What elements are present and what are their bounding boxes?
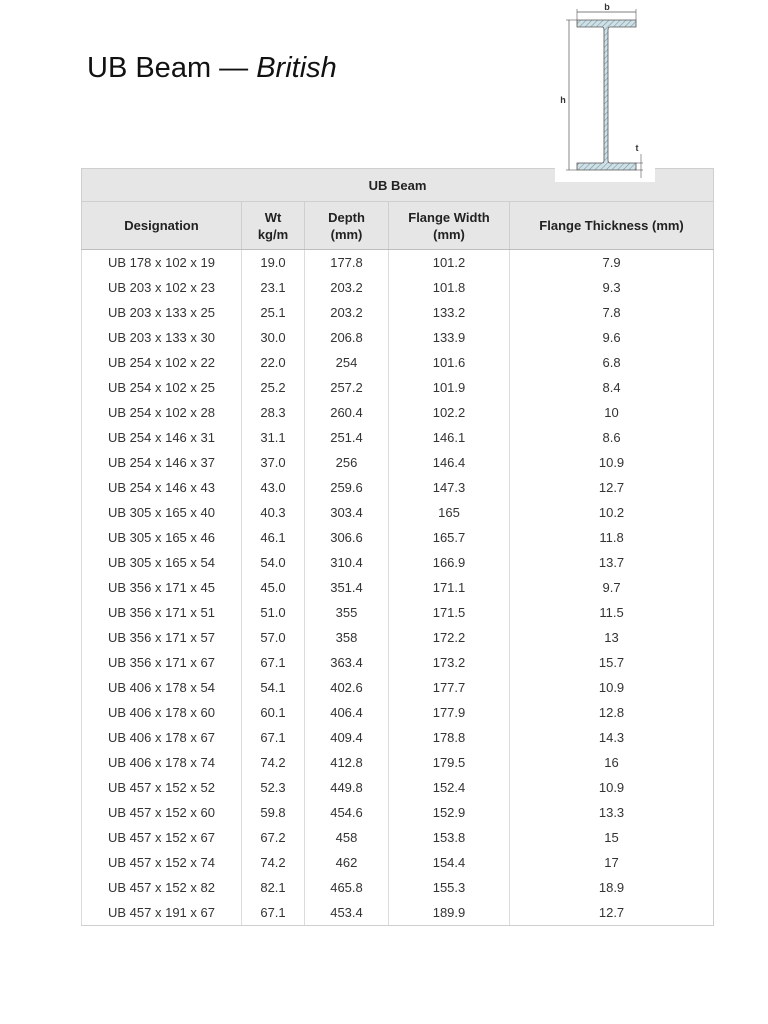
weight-cell: 59.8: [242, 800, 305, 825]
header-depth: [305, 202, 389, 250]
weight-cell: 67.1: [242, 900, 305, 926]
depth-cell: 256: [305, 450, 389, 475]
flange-thickness-cell: 10: [510, 400, 714, 425]
depth-cell: 406.4: [305, 700, 389, 725]
flange-thickness-cell: 11.5: [510, 600, 714, 625]
depth-cell: 203.2: [305, 275, 389, 300]
header-line: Flange Thickness (mm): [539, 218, 684, 233]
flange-width-cell: 179.5: [389, 750, 510, 775]
dimension-b-label: b: [604, 2, 610, 12]
depth-cell: 306.6: [305, 525, 389, 550]
table-row: [82, 575, 714, 600]
designation-cell: UB 305 x 165 x 40: [82, 500, 242, 525]
table-row: [82, 600, 714, 625]
depth-cell: 363.4: [305, 650, 389, 675]
designation-cell: UB 254 x 146 x 37: [82, 450, 242, 475]
header-flange-width: [389, 202, 510, 250]
weight-cell: 52.3: [242, 775, 305, 800]
flange-thickness-cell: 7.8: [510, 300, 714, 325]
flange-thickness-cell: 12.8: [510, 700, 714, 725]
weight-cell: 23.1: [242, 275, 305, 300]
flange-thickness-cell: 12.7: [510, 900, 714, 926]
depth-cell: 454.6: [305, 800, 389, 825]
table-row: [82, 850, 714, 875]
weight-cell: 31.1: [242, 425, 305, 450]
flange-thickness-cell: 10.2: [510, 500, 714, 525]
flange-width-cell: 177.7: [389, 675, 510, 700]
flange-width-cell: 101.6: [389, 350, 510, 375]
weight-cell: 54.1: [242, 675, 305, 700]
flange-width-cell: 133.2: [389, 300, 510, 325]
flange-thickness-cell: 15.7: [510, 650, 714, 675]
table-row: [82, 450, 714, 475]
weight-cell: 25.2: [242, 375, 305, 400]
designation-cell: UB 406 x 178 x 74: [82, 750, 242, 775]
table-row: [82, 550, 714, 575]
flange-thickness-cell: 9.7: [510, 575, 714, 600]
flange-width-cell: 173.2: [389, 650, 510, 675]
designation-cell: UB 457 x 152 x 60: [82, 800, 242, 825]
flange-thickness-cell: 8.4: [510, 375, 714, 400]
weight-cell: 67.2: [242, 825, 305, 850]
page-title-italic: British: [256, 52, 337, 84]
flange-thickness-cell: 16: [510, 750, 714, 775]
weight-cell: 54.0: [242, 550, 305, 575]
table-row: [82, 750, 714, 775]
weight-cell: 45.0: [242, 575, 305, 600]
weight-cell: 74.2: [242, 850, 305, 875]
table-row: [82, 825, 714, 850]
designation-cell: UB 254 x 146 x 31: [82, 425, 242, 450]
designation-cell: UB 254 x 102 x 28: [82, 400, 242, 425]
table-body: [82, 250, 714, 926]
weight-cell: 43.0: [242, 475, 305, 500]
designation-cell: UB 254 x 102 x 22: [82, 350, 242, 375]
header-flange-thickness: [510, 202, 714, 250]
table-row: [82, 425, 714, 450]
header-line: Wt: [264, 209, 282, 225]
flange-width-cell: 101.2: [389, 250, 510, 276]
flange-thickness-cell: 9.3: [510, 275, 714, 300]
page-title-main: UB Beam —: [87, 52, 257, 84]
flange-thickness-cell: 15: [510, 825, 714, 850]
weight-cell: 60.1: [242, 700, 305, 725]
weight-cell: 37.0: [242, 450, 305, 475]
flange-width-cell: 152.4: [389, 775, 510, 800]
flange-width-cell: 189.9: [389, 900, 510, 926]
weight-cell: 67.1: [242, 725, 305, 750]
flange-thickness-cell: 13: [510, 625, 714, 650]
designation-cell: UB 356 x 171 x 67: [82, 650, 242, 675]
flange-thickness-cell: 6.8: [510, 350, 714, 375]
weight-cell: 74.2: [242, 750, 305, 775]
header-line: Designation: [124, 218, 199, 233]
designation-cell: UB 457 x 152 x 82: [82, 875, 242, 900]
flange-width-cell: 172.2: [389, 625, 510, 650]
depth-cell: 453.4: [305, 900, 389, 926]
designation-cell: UB 305 x 165 x 54: [82, 550, 242, 575]
designation-cell: UB 406 x 178 x 54: [82, 675, 242, 700]
weight-cell: 28.3: [242, 400, 305, 425]
weight-cell: 22.0: [242, 350, 305, 375]
flange-thickness-cell: 10.9: [510, 675, 714, 700]
designation-cell: UB 203 x 133 x 30: [82, 325, 242, 350]
table-row: [82, 625, 714, 650]
flange-width-cell: 165.7: [389, 525, 510, 550]
table-row: [82, 325, 714, 350]
depth-cell: 203.2: [305, 300, 389, 325]
weight-cell: 57.0: [242, 625, 305, 650]
flange-width-cell: 101.9: [389, 375, 510, 400]
table-row: [82, 350, 714, 375]
i-beam-diagram: [555, 0, 655, 182]
flange-width-cell: 146.1: [389, 425, 510, 450]
flange-width-cell: 153.8: [389, 825, 510, 850]
depth-cell: 358: [305, 625, 389, 650]
flange-width-cell: 154.4: [389, 850, 510, 875]
flange-thickness-cell: 13.3: [510, 800, 714, 825]
table-row: [82, 700, 714, 725]
weight-cell: 82.1: [242, 875, 305, 900]
depth-cell: 206.8: [305, 325, 389, 350]
depth-cell: 462: [305, 850, 389, 875]
flange-thickness-cell: 10.9: [510, 775, 714, 800]
depth-cell: 409.4: [305, 725, 389, 750]
flange-width-cell: 146.4: [389, 450, 510, 475]
depth-cell: 260.4: [305, 400, 389, 425]
header-line: (mm): [330, 226, 363, 242]
designation-cell: UB 203 x 102 x 23: [82, 275, 242, 300]
table-row: [82, 250, 714, 276]
table-row: [82, 675, 714, 700]
weight-cell: 67.1: [242, 650, 305, 675]
table-row: [82, 725, 714, 750]
flange-width-cell: 102.2: [389, 400, 510, 425]
weight-cell: 40.3: [242, 500, 305, 525]
designation-cell: UB 356 x 171 x 57: [82, 625, 242, 650]
weight-cell: 25.1: [242, 300, 305, 325]
depth-cell: 303.4: [305, 500, 389, 525]
flange-thickness-cell: 18.9: [510, 875, 714, 900]
designation-cell: UB 254 x 102 x 25: [82, 375, 242, 400]
weight-cell: 30.0: [242, 325, 305, 350]
flange-thickness-cell: 10.9: [510, 450, 714, 475]
flange-width-cell: 178.8: [389, 725, 510, 750]
designation-cell: UB 254 x 146 x 43: [82, 475, 242, 500]
designation-cell: UB 406 x 178 x 60: [82, 700, 242, 725]
flange-width-cell: 152.9: [389, 800, 510, 825]
designation-cell: UB 457 x 152 x 67: [82, 825, 242, 850]
flange-width-cell: 166.9: [389, 550, 510, 575]
header-line: Flange Width: [408, 209, 490, 225]
flange-width-cell: 133.9: [389, 325, 510, 350]
flange-width-cell: 177.9: [389, 700, 510, 725]
table-row: [82, 650, 714, 675]
header-line: (mm): [433, 226, 465, 242]
weight-cell: 51.0: [242, 600, 305, 625]
weight-cell: 19.0: [242, 250, 305, 276]
depth-cell: 355: [305, 600, 389, 625]
table-row: [82, 525, 714, 550]
header-line: Depth: [328, 209, 365, 225]
table-row: [82, 900, 714, 926]
flange-width-cell: 155.3: [389, 875, 510, 900]
table-row: [82, 775, 714, 800]
i-beam-section: [577, 20, 636, 170]
depth-cell: 351.4: [305, 575, 389, 600]
flange-thickness-cell: 9.6: [510, 325, 714, 350]
header-line: kg/m: [257, 226, 289, 242]
flange-width-cell: 171.1: [389, 575, 510, 600]
group-header: UB Beam: [82, 169, 714, 202]
table-row: [82, 400, 714, 425]
designation-cell: UB 457 x 152 x 74: [82, 850, 242, 875]
table-row: [82, 375, 714, 400]
depth-cell: 259.6: [305, 475, 389, 500]
table-row: [82, 475, 714, 500]
dimension-h-label: h: [560, 95, 566, 105]
depth-cell: 254: [305, 350, 389, 375]
page-title: [87, 52, 337, 85]
depth-cell: 465.8: [305, 875, 389, 900]
flange-width-cell: 165: [389, 500, 510, 525]
flange-thickness-cell: 17: [510, 850, 714, 875]
designation-cell: UB 178 x 102 x 19: [82, 250, 242, 276]
designation-cell: UB 203 x 133 x 25: [82, 300, 242, 325]
depth-cell: 177.8: [305, 250, 389, 276]
table-row: [82, 275, 714, 300]
depth-cell: 449.8: [305, 775, 389, 800]
dimension-t-label: t: [635, 143, 639, 153]
designation-cell: UB 305 x 165 x 46: [82, 525, 242, 550]
table-row: [82, 800, 714, 825]
flange-width-cell: 147.3: [389, 475, 510, 500]
header-designation: [82, 202, 242, 250]
depth-cell: 251.4: [305, 425, 389, 450]
designation-cell: UB 356 x 171 x 51: [82, 600, 242, 625]
weight-cell: 46.1: [242, 525, 305, 550]
designation-cell: UB 457 x 191 x 67: [82, 900, 242, 926]
depth-cell: 257.2: [305, 375, 389, 400]
flange-thickness-cell: 14.3: [510, 725, 714, 750]
flange-width-cell: 171.5: [389, 600, 510, 625]
flange-thickness-cell: 8.6: [510, 425, 714, 450]
depth-cell: 402.6: [305, 675, 389, 700]
depth-cell: 310.4: [305, 550, 389, 575]
flange-thickness-cell: 11.8: [510, 525, 714, 550]
table-row: [82, 500, 714, 525]
column-header-row: [82, 202, 714, 250]
flange-thickness-cell: 12.7: [510, 475, 714, 500]
designation-cell: UB 406 x 178 x 67: [82, 725, 242, 750]
ub-beam-table: [81, 168, 714, 926]
flange-width-cell: 101.8: [389, 275, 510, 300]
depth-cell: 458: [305, 825, 389, 850]
header-weight: [242, 202, 305, 250]
designation-cell: UB 356 x 171 x 45: [82, 575, 242, 600]
table-row: [82, 875, 714, 900]
designation-cell: UB 457 x 152 x 52: [82, 775, 242, 800]
flange-thickness-cell: 7.9: [510, 250, 714, 276]
depth-cell: 412.8: [305, 750, 389, 775]
table-row: [82, 300, 714, 325]
flange-thickness-cell: 13.7: [510, 550, 714, 575]
